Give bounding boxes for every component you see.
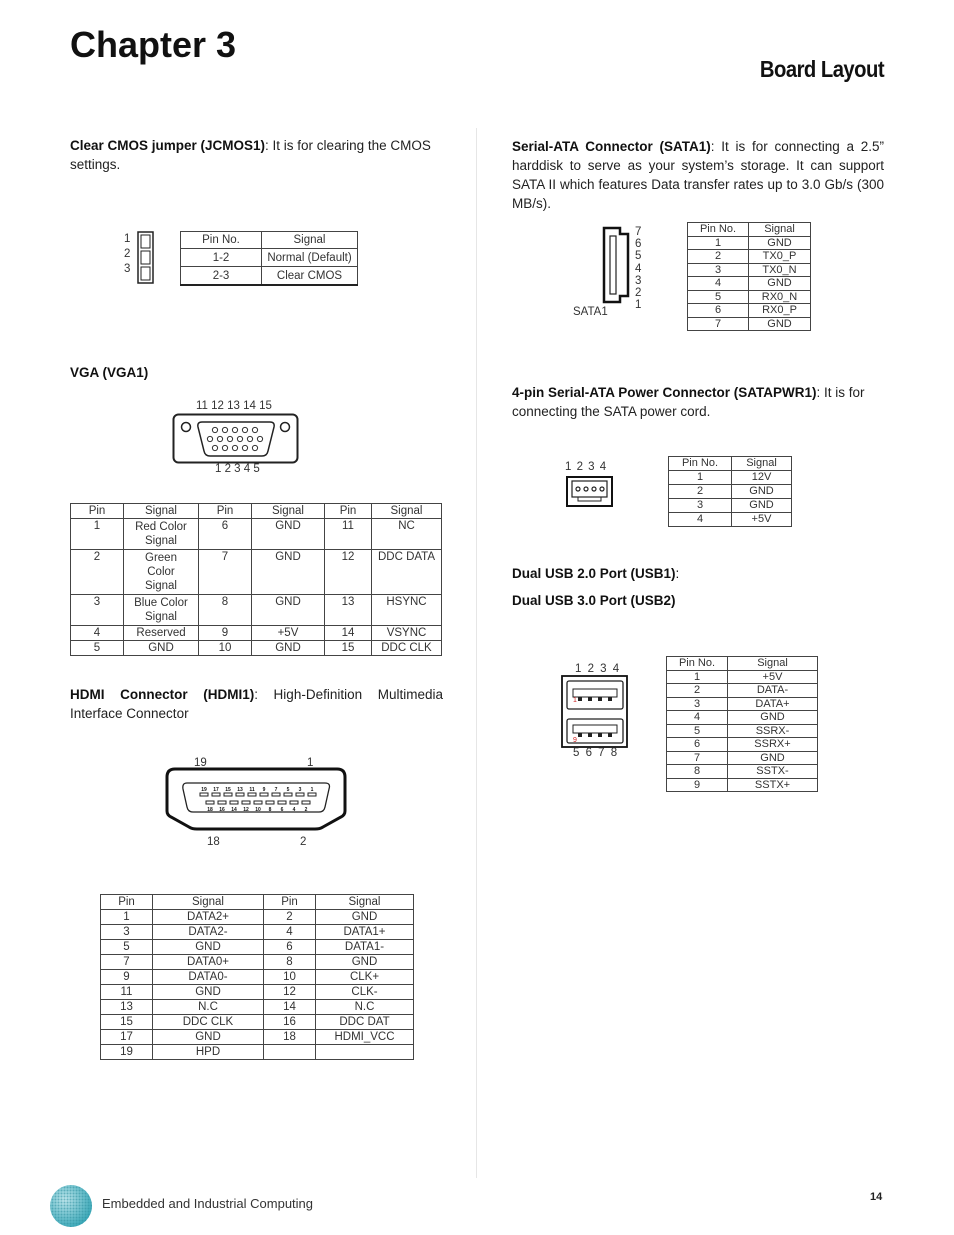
sata-description (512, 137, 884, 213)
table-cell: Reserved (124, 626, 199, 641)
hdmi-pin-number: 3 (298, 787, 302, 793)
jcmos-table (180, 231, 358, 286)
table-cell: 16 (264, 1015, 316, 1030)
vga-connector-diagram (172, 413, 300, 465)
table-cell: DDC DAT (316, 1015, 414, 1030)
hdmi-pin-number: 14 (231, 807, 237, 813)
usb1-heading (512, 566, 679, 581)
table-header: Signal (124, 504, 199, 519)
table-cell: 7 (667, 751, 728, 765)
table-cell: DATA1+ (316, 925, 414, 940)
sata-pin-label: 3 (635, 274, 642, 287)
table-cell: 2 (667, 684, 728, 698)
table-cell: RX0_N (749, 290, 811, 304)
table-row (181, 267, 358, 286)
table-header: Pin No. (669, 457, 732, 471)
table-header: Pin (71, 504, 124, 519)
table-header-row (667, 657, 818, 671)
table-cell: 10 (199, 641, 252, 656)
table-cell: GND (252, 550, 325, 595)
jcmos-jumper-diagram (137, 231, 155, 285)
table-cell: SSTX+ (728, 778, 818, 792)
table-header-row (181, 232, 358, 249)
table-row (669, 499, 792, 513)
table-row (688, 317, 811, 331)
table-cell: 7 (688, 317, 749, 331)
table-cell: DATA+ (728, 697, 818, 711)
usb-top-pin-label: 1 2 3 4 (575, 663, 621, 675)
hdmi-pin-number: 19 (201, 787, 207, 793)
table-cell: GND (749, 236, 811, 250)
chapter-title: Chapter 3 (70, 24, 237, 65)
table-cell: 1 (71, 519, 124, 550)
table-cell: GND (252, 595, 325, 626)
table-row (669, 471, 792, 485)
table-row (688, 263, 811, 277)
table-row (688, 250, 811, 264)
table-cell: Red Color Signal (124, 519, 199, 550)
table-cell: 17 (101, 1030, 153, 1045)
table-cell: 11 (101, 985, 153, 1000)
table-row (667, 765, 818, 779)
table-cell: 18 (264, 1030, 316, 1045)
hdmi-pin-number: 6 (280, 807, 284, 813)
table-cell: 1 (101, 910, 153, 925)
table-row (688, 236, 811, 250)
table-cell: 1 (667, 670, 728, 684)
table-cell: +5V (728, 670, 818, 684)
table-header-row (669, 457, 792, 471)
table-cell: 3 (669, 499, 732, 513)
hdmi-pin-number: 5 (286, 787, 290, 793)
table-cell: 7 (199, 550, 252, 595)
table-cell: 2-3 (181, 267, 262, 286)
table-cell: 9 (101, 970, 153, 985)
hdmi-pin-number: 2 (304, 807, 308, 813)
hdmi-pin-number: 12 (243, 807, 249, 813)
table-header: Pin No. (688, 223, 749, 237)
table-cell: 6 (264, 940, 316, 955)
table-cell: N.C (316, 1000, 414, 1015)
table-cell: GND (728, 751, 818, 765)
table-cell: 13 (101, 1000, 153, 1015)
satapwr-desc: : It is for connecting the SATA power cord. (512, 385, 865, 419)
usb-table (666, 656, 818, 792)
table-row (667, 684, 818, 698)
table-cell: GND (252, 641, 325, 656)
usb-connector-diagram (561, 675, 629, 749)
table-cell: GND (749, 317, 811, 331)
table-cell: 4 (688, 277, 749, 291)
usb-bottom-pin-label: 5 6 7 8 (573, 747, 619, 759)
table-cell: 12V (732, 471, 792, 485)
table-cell: 6 (688, 304, 749, 318)
company-logo-icon (48, 1183, 94, 1229)
table-cell: GND (732, 499, 792, 513)
vga-title: VGA (VGA1) (70, 365, 149, 380)
sata-pin-label: 1 (635, 299, 642, 312)
jcmos-pin-labels (124, 232, 130, 277)
hdmi-label-top-right: 1 (307, 757, 314, 769)
table-cell: SSTX- (728, 765, 818, 779)
jcmos-pin-label: 3 (124, 263, 131, 275)
table-row (667, 738, 818, 752)
table-header: Pin No. (667, 657, 728, 671)
hdmi-title: HDMI Connector (HDMI1) (70, 687, 255, 702)
table-cell: 12 (264, 985, 316, 1000)
table-cell (316, 1045, 414, 1060)
table-cell: GND (153, 940, 264, 955)
table-cell: 10 (264, 970, 316, 985)
jcmos-description (70, 136, 444, 174)
jcmos-title: Clear CMOS jumper (JCMOS1) (70, 138, 266, 153)
hdmi-pin-number: 10 (255, 807, 261, 813)
hdmi-label-bottom-left: 18 (207, 836, 220, 848)
table-cell: 9 (199, 626, 252, 641)
table-row (688, 304, 811, 318)
table-cell: 4 (71, 626, 124, 641)
hdmi-pin-number: 17 (213, 787, 219, 793)
table-header: Signal (728, 657, 818, 671)
table-cell: 8 (264, 955, 316, 970)
table-cell: DATA2- (153, 925, 264, 940)
hdmi-connector-diagram (165, 767, 347, 831)
table-row (667, 711, 818, 725)
table-cell: CLK- (316, 985, 414, 1000)
table-cell: NC (372, 519, 442, 550)
table-cell: GND (316, 910, 414, 925)
table-cell: 2 (264, 910, 316, 925)
table-header-row (101, 895, 414, 910)
table-cell: 6 (199, 519, 252, 550)
hdmi-pin-number: 15 (225, 787, 231, 793)
table-cell: 9 (667, 778, 728, 792)
table-cell: DATA- (728, 684, 818, 698)
sata-table (687, 222, 811, 331)
table-cell: 19 (101, 1045, 153, 1060)
table-cell: GND (732, 485, 792, 499)
table-row (667, 724, 818, 738)
satapwr-connector-diagram (566, 476, 614, 508)
table-row (667, 778, 818, 792)
satapwr-table (668, 456, 792, 527)
table-row (101, 1045, 414, 1060)
table-header: Pin (101, 895, 153, 910)
table-header: Signal (153, 895, 264, 910)
table-row (101, 970, 414, 985)
table-header: Signal (749, 223, 811, 237)
table-cell: 1-2 (181, 249, 262, 267)
table-cell: SSRX- (728, 724, 818, 738)
table-header: Pin (199, 504, 252, 519)
table-header: Pin No. (181, 232, 262, 249)
table-row (71, 626, 442, 641)
table-row (667, 751, 818, 765)
satapwr-title: 4-pin Serial-ATA Power Connector (SATAPWR1) (512, 385, 817, 400)
table-cell: +5V (252, 626, 325, 641)
table-row (667, 670, 818, 684)
table-row (181, 249, 358, 267)
table-cell: 12 (325, 550, 372, 595)
table-cell: VSYNC (372, 626, 442, 641)
table-row (101, 985, 414, 1000)
table-row (71, 550, 442, 595)
table-cell: GND (124, 641, 199, 656)
footer-text: Embedded and Industrial Computing (102, 1196, 314, 1211)
table-cell: 5 (688, 290, 749, 304)
hdmi-pin-number: 18 (207, 807, 213, 813)
table-cell: DATA0+ (153, 955, 264, 970)
table-cell: 14 (264, 1000, 316, 1015)
table-cell: 5 (71, 641, 124, 656)
table-cell: GND (728, 711, 818, 725)
table-cell: 3 (101, 925, 153, 940)
table-cell: DATA0- (153, 970, 264, 985)
sata-pin-label: 6 (635, 238, 642, 251)
table-cell: 2 (669, 485, 732, 499)
table-cell: DATA1- (316, 940, 414, 955)
table-cell: 3 (688, 263, 749, 277)
table-cell: 8 (667, 765, 728, 779)
table-cell: 2 (688, 250, 749, 264)
table-cell: HDMI_VCC (316, 1030, 414, 1045)
jcmos-pin-label: 2 (124, 248, 131, 260)
sata-pin-labels (635, 226, 641, 311)
table-row (101, 1000, 414, 1015)
table-header-row (688, 223, 811, 237)
hdmi-pin-number: 4 (292, 807, 296, 813)
table-cell: 3 (71, 595, 124, 626)
usb1-title-suffix: : (675, 566, 680, 581)
table-header: Signal (316, 895, 414, 910)
table-cell: Blue Color Signal (124, 595, 199, 626)
table-cell: 7 (101, 955, 153, 970)
table-row (71, 595, 442, 626)
table-cell: RX0_P (749, 304, 811, 318)
table-cell: GND (153, 985, 264, 1000)
sata-pin-label: 5 (635, 250, 642, 263)
table-cell: 15 (325, 641, 372, 656)
table-cell: GND (153, 1030, 264, 1045)
jcmos-desc: : It is for clearing the CMOS settings. (70, 138, 431, 172)
table-row (669, 485, 792, 499)
table-row (101, 925, 414, 940)
table-cell: 4 (264, 925, 316, 940)
hdmi-pin-number: 11 (249, 787, 255, 793)
hdmi-pin-number: 7 (274, 787, 278, 793)
sata-desc: : It is for connecting a 2.5” harddisk to serve as your system’s storage. It can support SATA II which features Data transfer rates up to 3.0 Gb/s (300 MB/s). (512, 139, 884, 211)
hdmi-description (70, 685, 443, 723)
table-cell: 8 (199, 595, 252, 626)
table-row (101, 1030, 414, 1045)
table-cell: 3 (667, 697, 728, 711)
jcmos-pin-label: 1 (124, 233, 131, 245)
section-title: Board Layout (759, 56, 884, 82)
table-cell: Green Color Signal (124, 550, 199, 595)
table-row (101, 955, 414, 970)
table-cell: 2 (71, 550, 124, 595)
vga-bottom-pin-label: 1 2 3 4 5 (215, 463, 260, 475)
table-header: Signal (732, 457, 792, 471)
table-cell: 6 (667, 738, 728, 752)
sata-pin-label: 2 (635, 287, 642, 300)
hdmi-pin-number: 13 (237, 787, 243, 793)
hdmi-pin-number: 9 (262, 787, 266, 793)
hdmi-label-bottom-right: 2 (300, 836, 307, 848)
table-cell: HPD (153, 1045, 264, 1060)
table-cell: +5V (732, 513, 792, 527)
table-cell: 14 (325, 626, 372, 641)
table-header: Signal (262, 232, 358, 249)
table-cell: 15 (101, 1015, 153, 1030)
usb1-title: Dual USB 2.0 Port (USB1) (512, 566, 676, 581)
table-cell: TX0_N (749, 263, 811, 277)
sata-pin-label: 4 (635, 262, 642, 275)
sata-connector-diagram (602, 226, 630, 304)
table-cell: DDC CLK (372, 641, 442, 656)
table-row (101, 910, 414, 925)
hdmi-pin-number: 1 (310, 787, 314, 793)
table-cell: Normal (Default) (262, 249, 358, 267)
table-cell: SSRX+ (728, 738, 818, 752)
table-cell: HSYNC (372, 595, 442, 626)
hdmi-pin-number: 16 (219, 807, 225, 813)
table-cell: 4 (667, 711, 728, 725)
hdmi-desc: : High-Definition Multimedia Interface Connector (70, 687, 443, 721)
table-row (71, 641, 442, 656)
vga-table (70, 503, 442, 656)
usb-pin9-marker: 9 (573, 737, 577, 744)
table-cell: 5 (101, 940, 153, 955)
sata-pin-label: 7 (635, 226, 642, 238)
table-cell: TX0_P (749, 250, 811, 264)
column-divider (476, 128, 477, 1178)
table-cell: GND (316, 955, 414, 970)
hdmi-pin-number: 8 (268, 807, 272, 813)
table-row (101, 1015, 414, 1030)
table-cell: 13 (325, 595, 372, 626)
table-cell: DDC CLK (153, 1015, 264, 1030)
table-row (667, 697, 818, 711)
table-cell: Clear CMOS (262, 267, 358, 286)
table-header: Pin (264, 895, 316, 910)
table-header: Pin (325, 504, 372, 519)
table-cell: GND (749, 277, 811, 291)
table-row (101, 940, 414, 955)
table-header-row (71, 504, 442, 519)
satapwr-description (512, 383, 885, 421)
table-cell: DDC DATA (372, 550, 442, 595)
table-cell: DATA2+ (153, 910, 264, 925)
table-cell: 5 (667, 724, 728, 738)
hdmi-table (100, 894, 414, 1060)
table-cell: GND (252, 519, 325, 550)
sata-label: SATA1 (573, 306, 608, 318)
vga-top-pin-label: 11 12 13 14 15 (196, 400, 272, 412)
usb2-title: Dual USB 3.0 Port (USB2) (512, 593, 676, 608)
table-cell (264, 1045, 316, 1060)
table-cell: 11 (325, 519, 372, 550)
usb-pin1-marker: 1 (573, 697, 577, 704)
table-row (688, 277, 811, 291)
table-row (669, 513, 792, 527)
table-header: Signal (372, 504, 442, 519)
table-cell: N.C (153, 1000, 264, 1015)
table-cell: 1 (669, 471, 732, 485)
table-header: Signal (252, 504, 325, 519)
table-cell: 1 (688, 236, 749, 250)
hdmi-label-top-left: 19 (194, 757, 207, 769)
table-row (688, 290, 811, 304)
page-number: 14 (870, 1191, 883, 1203)
table-cell: 4 (669, 513, 732, 527)
table-row (71, 519, 442, 550)
satapwr-pin-label: 1 2 3 4 (565, 461, 608, 473)
sata-title: Serial-ATA Connector (SATA1) (512, 139, 711, 154)
table-cell: CLK+ (316, 970, 414, 985)
